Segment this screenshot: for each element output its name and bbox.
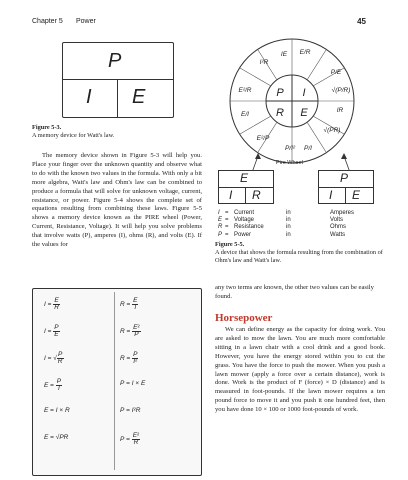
equation: E = $\frac{P}{I}$ [44, 378, 62, 392]
equation: P = I²R [120, 407, 141, 414]
equations-column-divider [114, 292, 115, 470]
body-paragraph-left: The memory device shown in Figure 5-3 will help you. Place your finger over the unknown quantity and observe what to do with the known two values in the formula. With only a bit more algebra, Watt's law and Ohm's law can be combined to produce a formula that will solve for unknown voltage, current, resistance, or power. Figure 5-4 shows the complete set of equations resulting from combining these laws. Figure 5-5 shows a memory device known as the PIRE wheel (Power, Current, Resistance, Voltage). It will help you solve problems that involve watts (P), amperes (I), ohms (R), and volts (E). If the values for [32, 152, 202, 249]
figure-5-5-caption: A device that shows the formula resulting from the combination of Ohm's law and Watt's law. [215, 249, 383, 264]
watts-law-device [32, 40, 202, 120]
section-label: Power [76, 18, 96, 25]
legend-row: P = Power in Watts [218, 231, 346, 238]
page-number: 45 [357, 17, 366, 26]
wheel-ring-term: IR [336, 107, 344, 114]
watt-voltage-letter: E [352, 188, 361, 202]
wheel-ring-term: E²/R [238, 87, 252, 94]
equation: P = I × E [120, 380, 146, 387]
ohms-law-device [218, 170, 274, 204]
pire-wheel-title: Pire Wheel [276, 160, 303, 166]
wheel-ring-term: E/R [299, 49, 311, 56]
equation: I = $\frac{P}{E}$ [44, 324, 59, 338]
voltage-letter: E [132, 86, 146, 108]
wheel-ring-term: √(PR) [323, 127, 341, 134]
wheel-ring-term: P/E [330, 69, 342, 76]
wheel-ring-term: E/I [241, 111, 249, 118]
figure-5-3-label: Figure 5-3. [32, 124, 62, 131]
equation: E = I × R [44, 407, 70, 414]
horsepower-heading: Horsepower [215, 312, 273, 324]
equation: I = √ $\frac{P}{R}$ [44, 351, 63, 365]
equation: E = √PR [44, 434, 69, 441]
horsepower-paragraph: We can define energy as the capacity for doing work. You are asked to mow the lawn. You are much more comfortable sitting in a lawn chair with a cool drink and a good book. However, you have the energy stored within you to cut the grass. You have the force to push the mower. When you push a lawn mower (apply a force over a certain distance), work is done. Work is the product of F (force) × D (distance) and is measured in foot-pounds. If the lawn mower requires a ten pound force to move it and you push it one hundred feet, then you have done 10 × 100 or 1000 foot-pounds of work. [215, 326, 385, 414]
wheel-ring-term: P/I [304, 145, 312, 152]
wheel-ring-term: E²/P [256, 135, 270, 142]
ohm-voltage-letter: E [240, 171, 249, 185]
legend-row: R = Resistance in Ohms [218, 224, 347, 231]
watt-current-letter: I [329, 188, 333, 202]
chapter-label: Chapter 5 [32, 18, 63, 25]
body-paragraph-right-top: any two terms are known, the other two values can be easily found. [215, 284, 374, 300]
legend-row: E = Voltage in Volts [218, 217, 344, 224]
legend-row: I = Current in Amperes [218, 210, 355, 216]
equation: R = $\frac{P}{\text{I²}}$ [120, 351, 138, 365]
wheel-center-voltage: E [300, 107, 308, 119]
divider-horizontal [63, 79, 173, 80]
equation: I = $\frac{E}{R}$ [44, 297, 59, 311]
equation: R = $\frac{E}{I}$ [120, 297, 138, 311]
equations-left-column [44, 298, 114, 460]
units-legend [218, 210, 378, 239]
equation: P = $\frac{\text{E²}}{R}$ [120, 432, 140, 446]
wheel-center-resistance: R [276, 107, 284, 119]
wheel-ring-term: I²R [259, 59, 269, 66]
equation: R = $\frac{\text{E²}}{P}$ [120, 324, 140, 338]
wheel-center-current: I [302, 87, 306, 99]
ohm-resistance-letter: R [252, 188, 261, 202]
current-letter: I [86, 86, 92, 108]
wheel-ring-term: √(P/R) [331, 87, 351, 94]
equations-right-column [120, 298, 190, 460]
figure-5-3-caption: A memory device for Watt's law. [32, 132, 115, 139]
pire-wheel [212, 36, 372, 166]
watts-law-device-small [318, 170, 374, 204]
divider-vertical [117, 79, 118, 117]
ohm-current-letter: I [229, 188, 233, 202]
wheel-center-power: P [276, 87, 284, 99]
watt-power-letter: P [340, 171, 349, 185]
figure-5-5-label: Figure 5-5. [215, 241, 245, 248]
power-letter: P [108, 50, 122, 72]
wheel-ring-term: IE [280, 51, 288, 58]
wheel-ring-term: P/I² [284, 145, 296, 152]
